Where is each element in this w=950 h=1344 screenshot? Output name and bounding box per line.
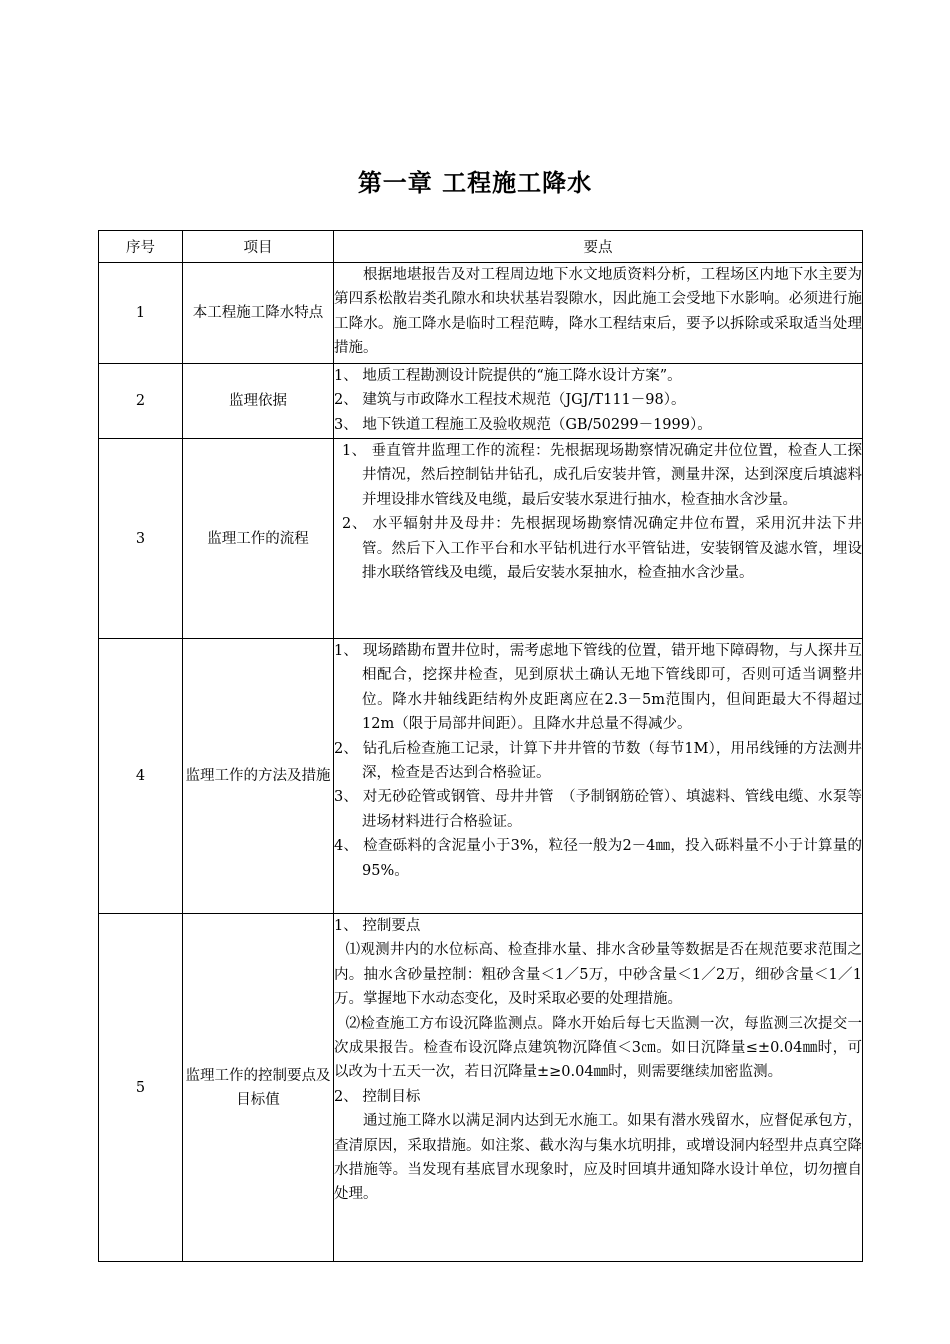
point-text: 2、 水平辐射井及母井：先根据现场勘察情况确定井位布置，采用沉井法下井管。然后下入工作平台和水平钻机进行水平管钻进，安装钢管及滤水管，埋设排水联络管线及电缆，最后安装水泵抽水，检查抽水含沙量。 (342, 516, 862, 582)
row-points (334, 914, 863, 1262)
table-row (99, 364, 863, 439)
row-number: 1 (99, 263, 183, 364)
row-item: 监理依据 (183, 364, 334, 439)
point-text: 2、 建筑与市政降水工程技术规范（JGJ/T111－98）。 (334, 392, 686, 409)
point-text: 3、 地下铁道工程施工及验收规范（GB/50299－1999）。 (334, 416, 712, 433)
row-number: 4 (99, 639, 183, 914)
point-text: 通过施工降水以满足洞内达到无水施工。如果有潜水残留水，应督促承包方，查清原因，采取措施。如注浆、截水沟与集水坑明排，或增设洞内轻型井点真空降水措施等。当发现有基底冒水现象时，应及时回填井通知降水设计单位，切勿擅自处理。 (334, 1113, 862, 1203)
point-text: 1、 地质工程勘测设计院提供的“施工降水设计方案”。 (334, 368, 682, 384)
row-points (334, 639, 863, 914)
row-number: 3 (99, 439, 183, 639)
header-item: 项目 (183, 231, 334, 263)
row-number: 5 (99, 914, 183, 1262)
dewatering-table (98, 230, 863, 1262)
table-row (99, 439, 863, 639)
table-row (99, 914, 863, 1262)
point-text: 1、 垂直管井监理工作的流程：先根据现场勘察情况确定井位位置，检查人工探井情况，然后控制钻井钻孔，成孔后安装井管，测量井深，达到深度后填滤料并埋设排水管线及电缆，最后安装水泵进行抽水，检查抽水含沙量。 (342, 443, 862, 508)
row-points (334, 263, 863, 364)
point-text: 1、 现场踏勘布置井位时，需考虑地下管线的位置，错开地下障碍物，与人探井互相配合，挖探井检查，见到原状土确认无地下管线即可，否则可适当调整井位。降水井轴线距结构外皮距离应在2.3－5m范围内，但间距最大不得超过12m（限于局部井间距）。且降水井总量不得减少。 (334, 643, 862, 733)
header-seq: 序号 (99, 231, 183, 263)
point-text: 3、 对无砂砼管或钢管、母井井管 （予制钢筋砼管）、填滤料、管线电缆、水泵等进场材料进行合格验证。 (334, 789, 862, 830)
table-row (99, 263, 863, 364)
row-points (334, 439, 863, 639)
row-item: 监理工作的控制要点及目标值 (183, 914, 334, 1262)
point-text: 4、 检查砾料的含泥量小于3%，粒径一般为2－4㎜，投入砾料量不小于计算量的95%。 (334, 838, 862, 879)
point-text: ⑴观测井内的水位标高、检查排水量、排水含砂量等数据是否在规范要求范围之内。抽水含砂量控制：粗砂含量＜1／5万，中砂含量＜1／2万，细砂含量＜1／1万。掌握地下水动态变化，及时采取必要的处理措施。 (334, 942, 862, 1008)
point-text: 根据地堪报告及对工程周边地下水文地质资料分析，工程场区内地下水主要为第四系松散岩类孔隙水和块状基岩裂隙水，因此施工会受地下水影响。必须进行施工降水。施工降水是临时工程范畴，降水工程结束后，要予以拆除或采取适当处理措施。 (334, 267, 862, 357)
point-text: 1、 控制要点 (334, 918, 421, 934)
table-row (99, 639, 863, 914)
page-title: 第一章 工程施工降水 (357, 168, 593, 197)
table-header-row (99, 231, 863, 263)
point-text: 2、 控制目标 (334, 1088, 421, 1105)
row-number: 2 (99, 364, 183, 439)
row-item: 监理工作的流程 (183, 439, 334, 639)
row-item: 监理工作的方法及措施 (183, 639, 334, 914)
header-points: 要点 (334, 231, 863, 263)
row-points (334, 364, 863, 439)
row-item: 本工程施工降水特点 (183, 263, 334, 364)
point-text: 2、 钻孔后检查施工记录，计算下井井管的节数（每节1M），用吊线锤的方法测井深，检查是否达到合格验证。 (334, 740, 862, 782)
point-text: ⑵检查施工方布设沉降监测点。降水开始后每七天监测一次，每监测三次提交一次成果报告。检查布设沉降点建筑物沉降值＜3㎝。如日沉降量≤±0.04㎜时，可以改为十五天一次，若日沉降量±≥0.04㎜时，则需要继续加密监测。 (334, 1015, 862, 1081)
